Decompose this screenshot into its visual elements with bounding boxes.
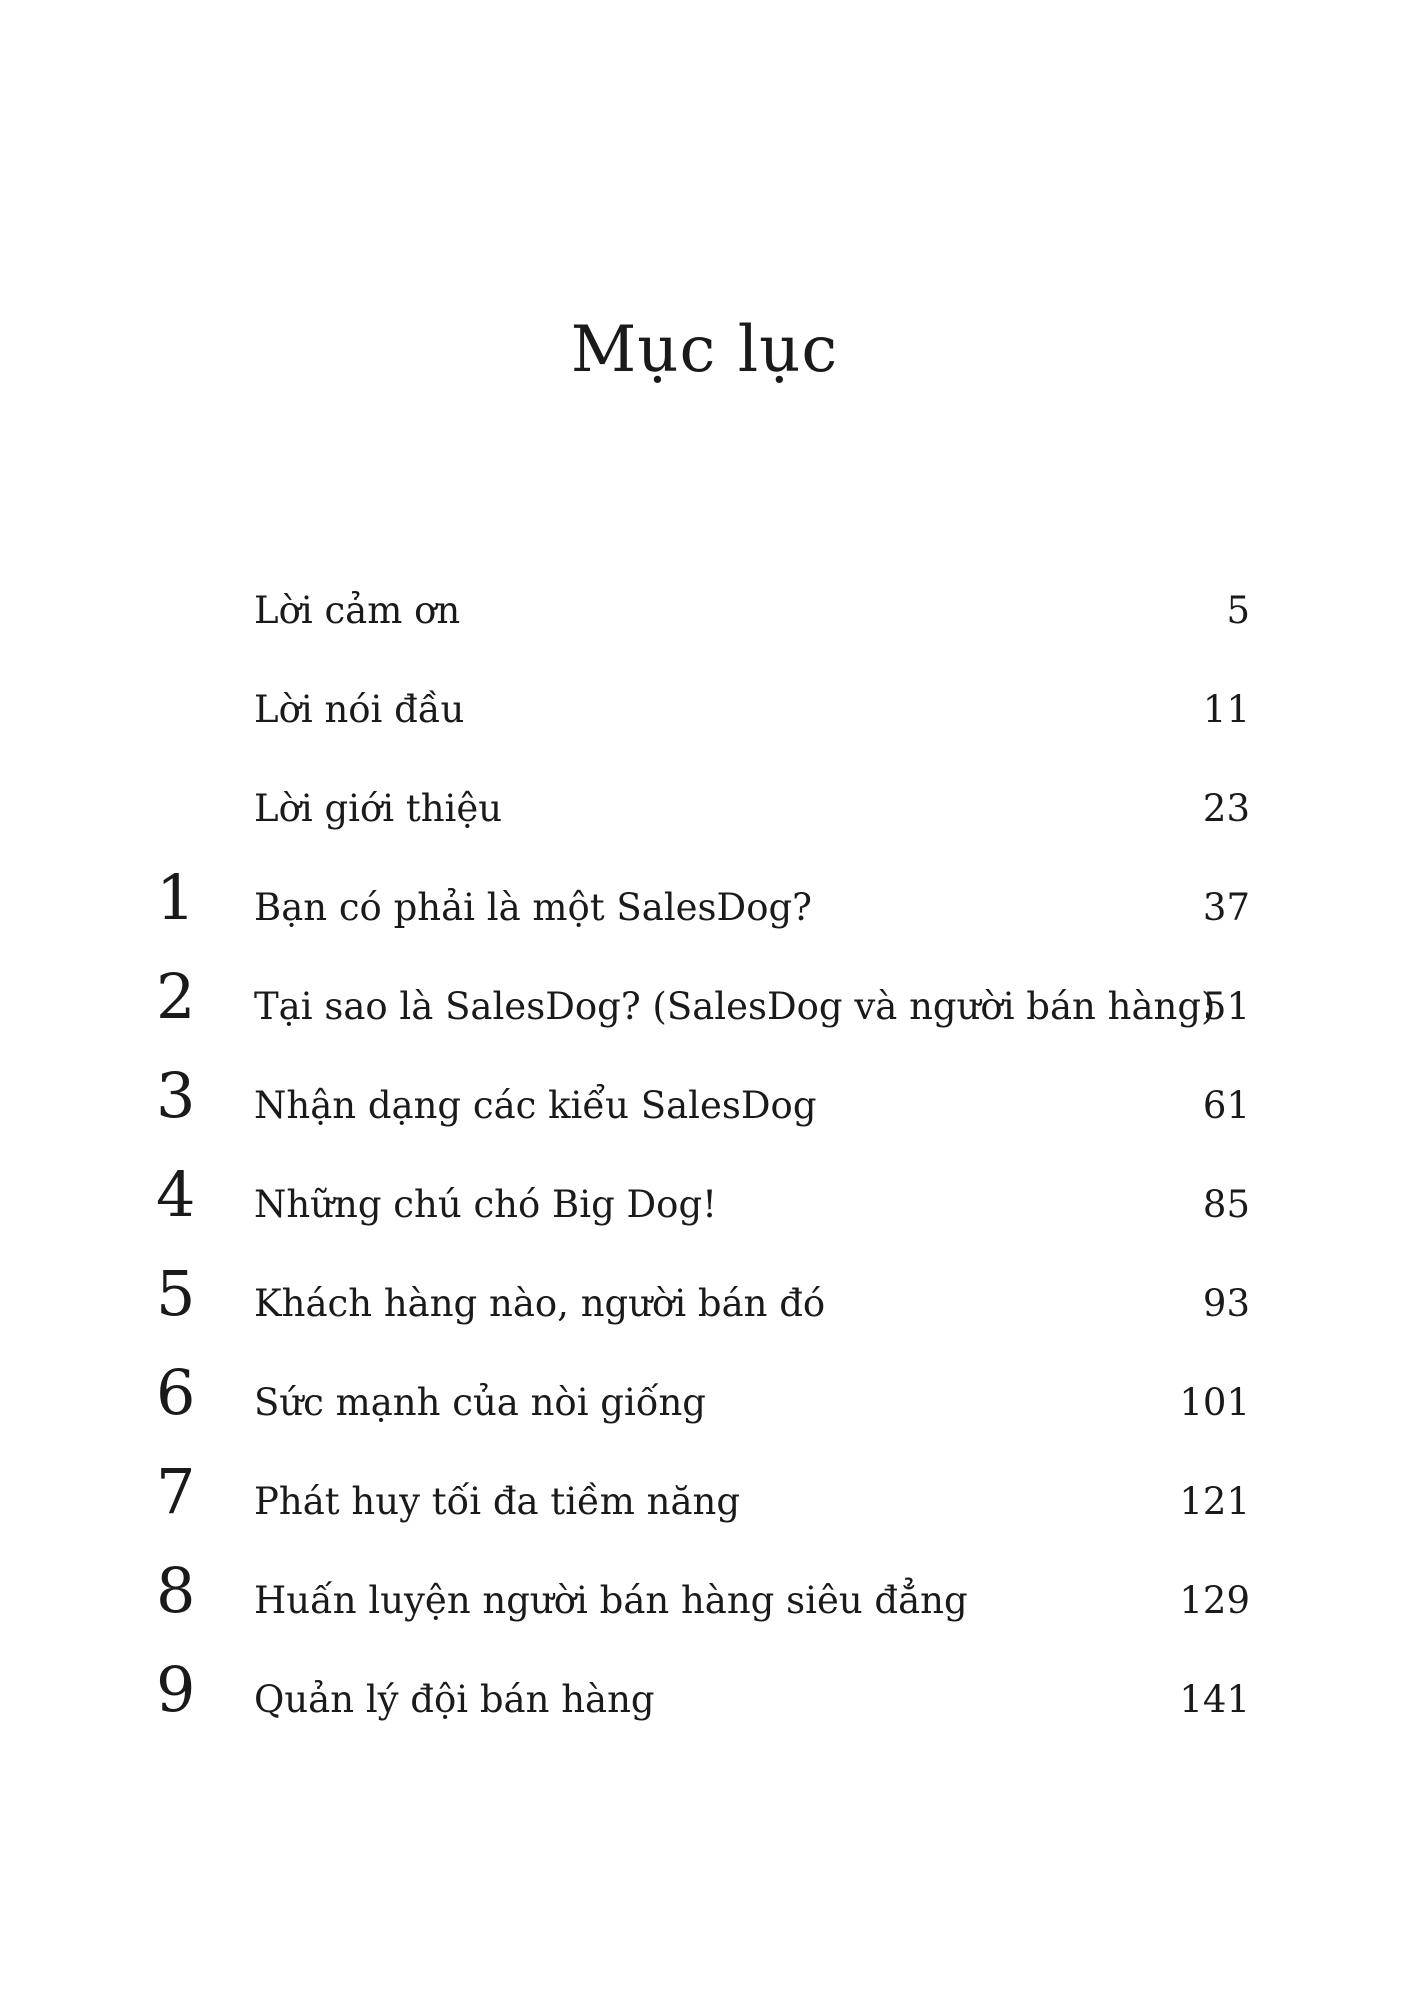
entry-title: Bạn có phải là một SalesDog? [254, 886, 812, 929]
chapter-number: 6 [156, 1356, 196, 1429]
page-number: 129 [1179, 1579, 1250, 1622]
toc-entry[interactable] [0, 1653, 1414, 1741]
entry-title: Lời giới thiệu [254, 787, 503, 830]
page-number: 51 [1202, 985, 1250, 1028]
toc-entry[interactable] [0, 1455, 1414, 1543]
toc-entry[interactable] [0, 1059, 1414, 1147]
page-number: 5 [1226, 589, 1250, 632]
chapter-number: 7 [156, 1455, 196, 1528]
entry-title: Huấn luyện người bán hàng siêu đẳng [254, 1579, 968, 1622]
page-number: 141 [1179, 1678, 1250, 1721]
entry-title: Lời nói đầu [254, 688, 465, 731]
page-number: 37 [1202, 886, 1250, 929]
page-title: Mục lục [570, 313, 839, 387]
chapter-number: 2 [156, 960, 196, 1033]
entry-title: Quản lý đội bán hàng [254, 1678, 655, 1721]
toc-entry[interactable] [0, 1158, 1414, 1246]
entry-title: Sức mạnh của nòi giống [254, 1381, 706, 1424]
toc-entry[interactable] [0, 589, 1414, 652]
entry-title: Nhận dạng các kiểu SalesDog [254, 1084, 817, 1127]
page-number: 121 [1179, 1480, 1250, 1523]
chapter-number: 1 [156, 861, 196, 934]
entry-title: Khách hàng nào, người bán đó [254, 1282, 826, 1325]
page-number: 23 [1202, 787, 1250, 830]
page-number: 85 [1202, 1183, 1250, 1226]
toc-entry[interactable] [0, 688, 1414, 751]
entry-title: Lời cảm ơn [254, 589, 461, 632]
chapter-number: 3 [156, 1059, 196, 1132]
page-number: 11 [1202, 688, 1250, 731]
entry-title: Tại sao là SalesDog? (SalesDog và người bán hàng) [254, 985, 1216, 1028]
toc-entry[interactable] [0, 1257, 1414, 1345]
chapter-number: 9 [156, 1653, 196, 1726]
page-number: 61 [1202, 1084, 1250, 1127]
chapter-number: 8 [156, 1554, 196, 1627]
page-number: 93 [1202, 1282, 1250, 1325]
toc-entry[interactable] [0, 787, 1414, 850]
toc-entry[interactable] [0, 1554, 1414, 1642]
entry-title: Những chú chó Big Dog! [254, 1183, 718, 1226]
chapter-number: 5 [156, 1257, 196, 1330]
entry-title: Phát huy tối đa tiềm năng [254, 1480, 741, 1523]
page-number: 101 [1179, 1381, 1250, 1424]
toc-entry[interactable] [0, 861, 1414, 949]
toc-entry[interactable] [0, 1356, 1414, 1444]
toc-entry[interactable] [0, 960, 1414, 1048]
chapter-number: 4 [156, 1158, 196, 1231]
